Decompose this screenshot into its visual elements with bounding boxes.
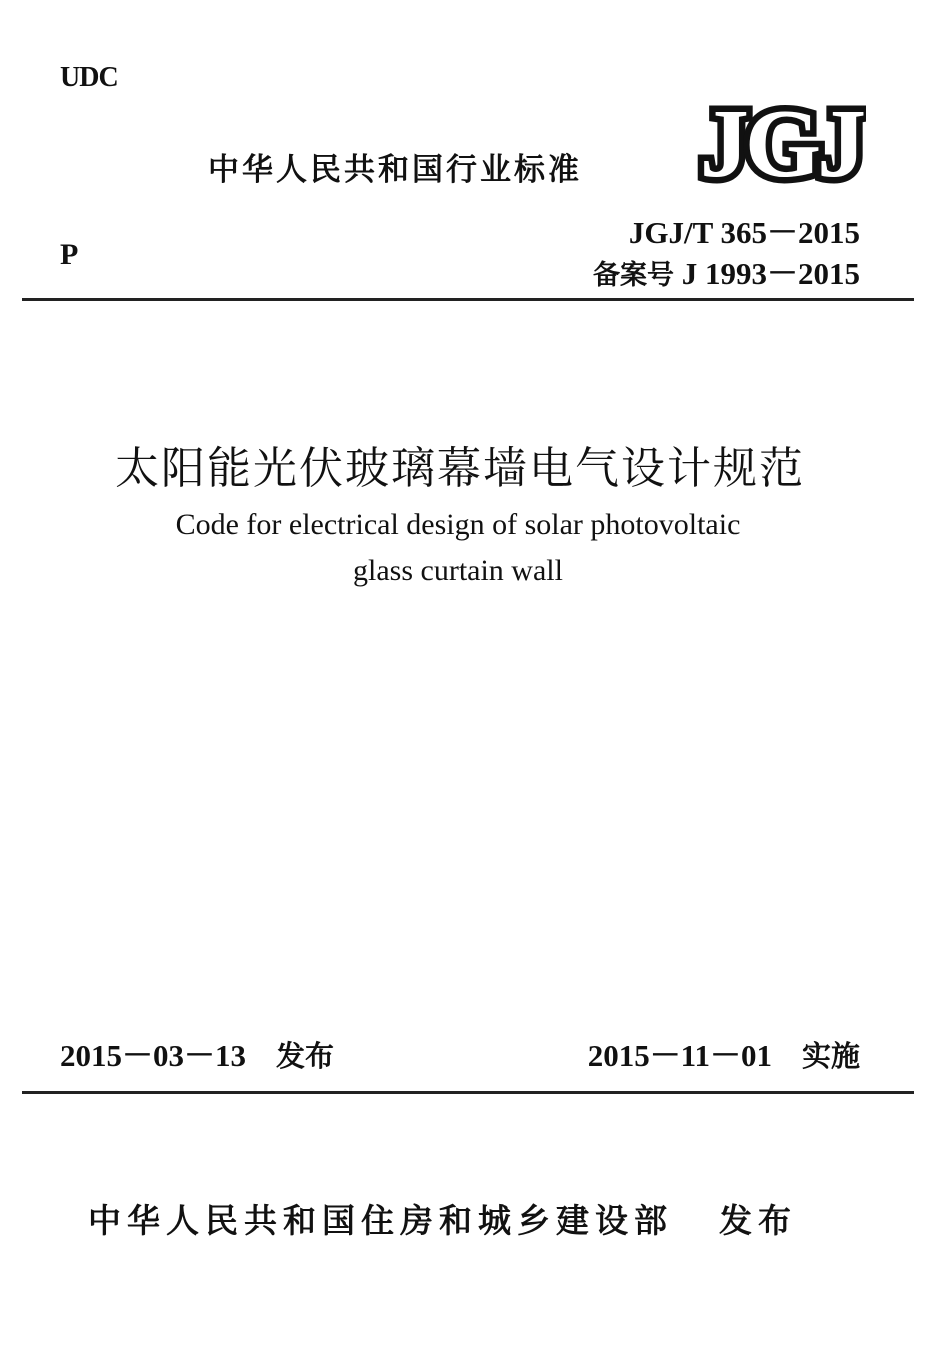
issuer-action: 发布 <box>719 1201 797 1240</box>
record-label: 备案号 <box>593 260 674 291</box>
jgj-logo <box>696 96 866 186</box>
record-number: J 1993－2015 <box>681 256 860 291</box>
header-divider <box>22 298 914 301</box>
issue-date: 2015－03－13 <box>60 1038 246 1073</box>
effective-date-row <box>588 1030 860 1075</box>
standard-number: JGJ/T 365－2015 <box>628 215 860 250</box>
effective-label: 实施 <box>801 1039 860 1073</box>
issue-date-row <box>60 1030 334 1075</box>
effective-date: 2015－11－01 <box>587 1038 772 1073</box>
title-chinese: 太阳能光伏玻璃幕墙电气设计规范 <box>115 443 805 494</box>
title-english-line-2: glass curtain wall <box>353 554 563 587</box>
footer-divider <box>22 1091 914 1094</box>
title-english-line-1: Code for electrical design of solar photovoltaic <box>175 508 741 541</box>
record-number-row <box>593 248 860 293</box>
industry-standard-heading: 中华人民共和国行业标准 <box>208 152 582 188</box>
issue-label: 发布 <box>276 1039 335 1073</box>
issuer-name: 中华人民共和国住房和城乡建设部 <box>88 1201 673 1240</box>
issuer-row <box>88 1195 797 1242</box>
category-code: P <box>60 238 79 271</box>
jgj-logo-text: JGJ <box>699 96 863 186</box>
udc-label: UDC <box>60 62 118 93</box>
